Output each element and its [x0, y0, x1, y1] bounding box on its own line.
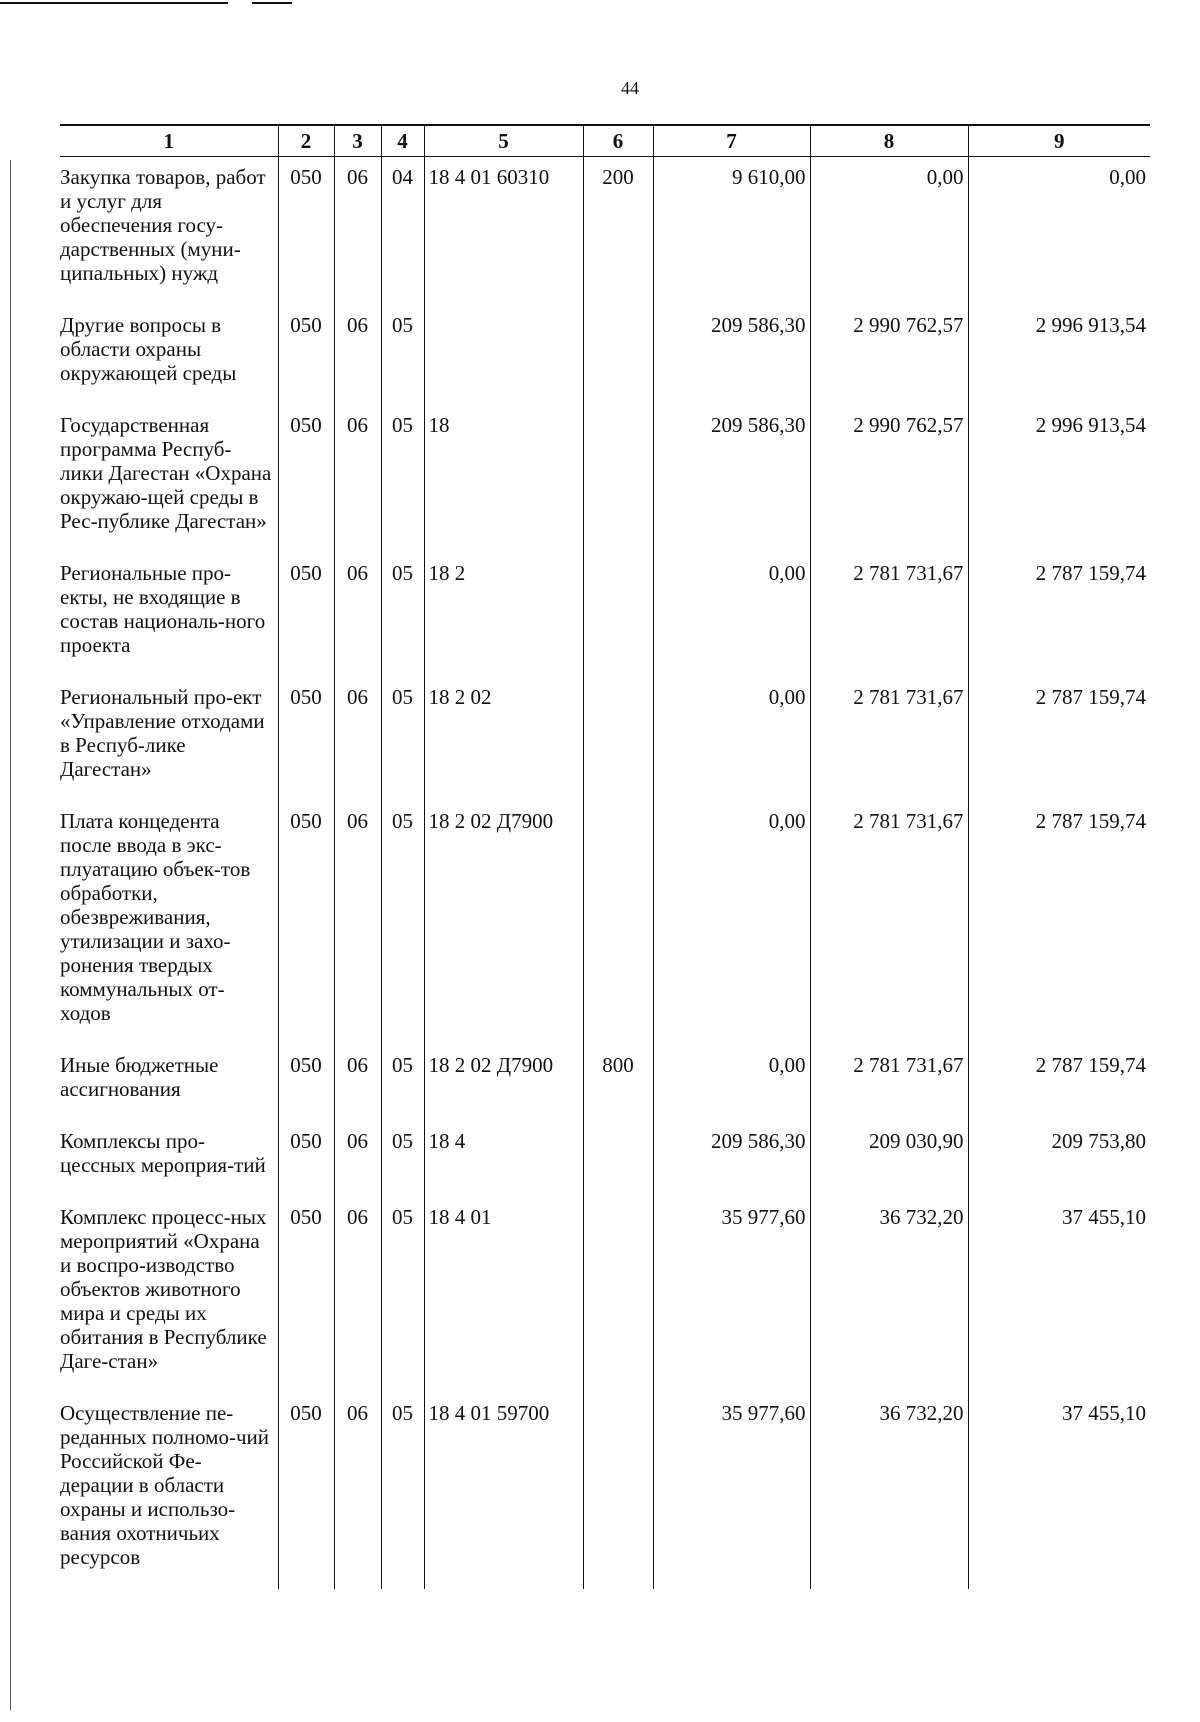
cell-csr: 18 — [424, 405, 583, 553]
cell-year3: 2 787 159,74 — [968, 1045, 1150, 1121]
cell-name: Комплексы про-цессных мероприя-тий — [60, 1121, 278, 1197]
cell-name: Другие вопросы в области охраны окружающей среды — [60, 305, 278, 405]
cell-rz: 06 — [334, 157, 381, 306]
cell-year1: 35 977,60 — [653, 1197, 810, 1393]
cell-year1: 0,00 — [653, 553, 810, 677]
cell-year2: 2 781 731,67 — [810, 1045, 968, 1121]
cell-csr: 18 4 01 — [424, 1197, 583, 1393]
cell-year1: 35 977,60 — [653, 1393, 810, 1589]
header-col-7: 7 — [653, 125, 810, 157]
cell-pr: 05 — [381, 1045, 424, 1121]
header-col-5: 5 — [424, 125, 583, 157]
cell-name: Закупка товаров, работ и услуг для обеспечения госу-дарственных (муни-ципальных) нужд — [60, 157, 278, 306]
cell-pr: 05 — [381, 1121, 424, 1197]
cell-vr — [583, 801, 653, 1045]
top-rule-left — [0, 2, 228, 4]
cell-pr: 05 — [381, 801, 424, 1045]
cell-vr — [583, 553, 653, 677]
page-number: 44 — [621, 78, 639, 98]
cell-year2: 2 990 762,57 — [810, 405, 968, 553]
cell-csr: 18 2 02 — [424, 677, 583, 801]
cell-rz: 06 — [334, 677, 381, 801]
cell-pr: 05 — [381, 553, 424, 677]
cell-rz: 06 — [334, 1045, 381, 1121]
cell-pr: 04 — [381, 157, 424, 306]
budget-table — [60, 124, 1150, 1589]
cell-vr — [583, 405, 653, 553]
cell-pr: 05 — [381, 1197, 424, 1393]
cell-name: Региональные про-екты, не входящие в состав националь-ного проекта — [60, 553, 278, 677]
header-col-6: 6 — [583, 125, 653, 157]
cell-name: Комплекс процесс-ных мероприятий «Охрана и воспро-изводство объектов животного мира и среды их обитания в Республике Даге-стан» — [60, 1197, 278, 1393]
cell-ved: 050 — [278, 1393, 334, 1589]
table-row — [60, 553, 1150, 677]
cell-year1: 209 586,30 — [653, 1121, 810, 1197]
cell-pr: 05 — [381, 677, 424, 801]
cell-year3: 2 996 913,54 — [968, 405, 1150, 553]
cell-year2: 2 990 762,57 — [810, 305, 968, 405]
cell-year1: 0,00 — [653, 801, 810, 1045]
cell-year3: 2 996 913,54 — [968, 305, 1150, 405]
table-row — [60, 677, 1150, 801]
cell-year1: 9 610,00 — [653, 157, 810, 306]
header-col-4: 4 — [381, 125, 424, 157]
cell-year2: 2 781 731,67 — [810, 553, 968, 677]
cell-vr — [583, 1121, 653, 1197]
cell-ved: 050 — [278, 157, 334, 306]
cell-year3: 0,00 — [968, 157, 1150, 306]
table-row — [60, 157, 1150, 306]
cell-rz: 06 — [334, 1197, 381, 1393]
cell-year3: 2 787 159,74 — [968, 677, 1150, 801]
cell-year3: 2 787 159,74 — [968, 801, 1150, 1045]
cell-csr: 18 4 01 59700 — [424, 1393, 583, 1589]
cell-rz: 06 — [334, 801, 381, 1045]
cell-year2: 36 732,20 — [810, 1393, 968, 1589]
top-rule-right — [252, 2, 292, 4]
cell-year3: 2 787 159,74 — [968, 553, 1150, 677]
cell-year1: 209 586,30 — [653, 305, 810, 405]
cell-year1: 0,00 — [653, 677, 810, 801]
cell-name: Осуществление пе-реданных полномо-чий Российской Фе-дерации в области охраны и использо-вания охотничьих ресурсов — [60, 1393, 278, 1589]
table-row — [60, 1393, 1150, 1589]
cell-name: Иные бюджетные ассигнования — [60, 1045, 278, 1121]
table-row — [60, 405, 1150, 553]
cell-csr: 18 4 01 60310 — [424, 157, 583, 306]
cell-ved: 050 — [278, 677, 334, 801]
cell-ved: 050 — [278, 405, 334, 553]
cell-csr: 18 2 02 Д7900 — [424, 801, 583, 1045]
cell-pr: 05 — [381, 1393, 424, 1589]
header-col-2: 2 — [278, 125, 334, 157]
header-col-1: 1 — [60, 125, 278, 157]
cell-ved: 050 — [278, 1197, 334, 1393]
cell-csr: 18 2 02 Д7900 — [424, 1045, 583, 1121]
cell-year2: 36 732,20 — [810, 1197, 968, 1393]
table-row — [60, 1121, 1150, 1197]
cell-name: Государственная программа Респуб-лики Дагестан «Охрана окружаю-щей среды в Рес-публике Дагестан» — [60, 405, 278, 553]
cell-vr — [583, 305, 653, 405]
cell-ved: 050 — [278, 305, 334, 405]
table-header-row — [60, 125, 1150, 157]
cell-vr — [583, 1393, 653, 1589]
cell-ved: 050 — [278, 1121, 334, 1197]
cell-name: Плата концедента после ввода в экс-плуатацию объек-тов обработки, обезвреживания, утилизации и захо-ронения твердых коммунальных от-ходов — [60, 801, 278, 1045]
cell-vr: 200 — [583, 157, 653, 306]
cell-csr: 18 4 — [424, 1121, 583, 1197]
header-col-3: 3 — [334, 125, 381, 157]
cell-ved: 050 — [278, 1045, 334, 1121]
cell-ved: 050 — [278, 553, 334, 677]
cell-rz: 06 — [334, 405, 381, 553]
cell-year3: 37 455,10 — [968, 1197, 1150, 1393]
cell-year1: 0,00 — [653, 1045, 810, 1121]
cell-year2: 209 030,90 — [810, 1121, 968, 1197]
cell-ved: 050 — [278, 801, 334, 1045]
cell-vr — [583, 1197, 653, 1393]
cell-rz: 06 — [334, 553, 381, 677]
cell-pr: 05 — [381, 305, 424, 405]
cell-rz: 06 — [334, 1393, 381, 1589]
header-col-9: 9 — [968, 125, 1150, 157]
left-margin-line — [10, 160, 11, 1710]
cell-year2: 0,00 — [810, 157, 968, 306]
table-row — [60, 1197, 1150, 1393]
cell-rz: 06 — [334, 305, 381, 405]
header-col-8: 8 — [810, 125, 968, 157]
cell-name: Региональный про-ект «Управление отходами в Респуб-лике Дагестан» — [60, 677, 278, 801]
cell-year2: 2 781 731,67 — [810, 677, 968, 801]
cell-csr — [424, 305, 583, 405]
cell-year3: 209 753,80 — [968, 1121, 1150, 1197]
table-row — [60, 305, 1150, 405]
table-row — [60, 801, 1150, 1045]
cell-year3: 37 455,10 — [968, 1393, 1150, 1589]
cell-vr: 800 — [583, 1045, 653, 1121]
cell-pr: 05 — [381, 405, 424, 553]
cell-rz: 06 — [334, 1121, 381, 1197]
cell-year2: 2 781 731,67 — [810, 801, 968, 1045]
cell-year1: 209 586,30 — [653, 405, 810, 553]
table-row — [60, 1045, 1150, 1121]
cell-csr: 18 2 — [424, 553, 583, 677]
cell-vr — [583, 677, 653, 801]
